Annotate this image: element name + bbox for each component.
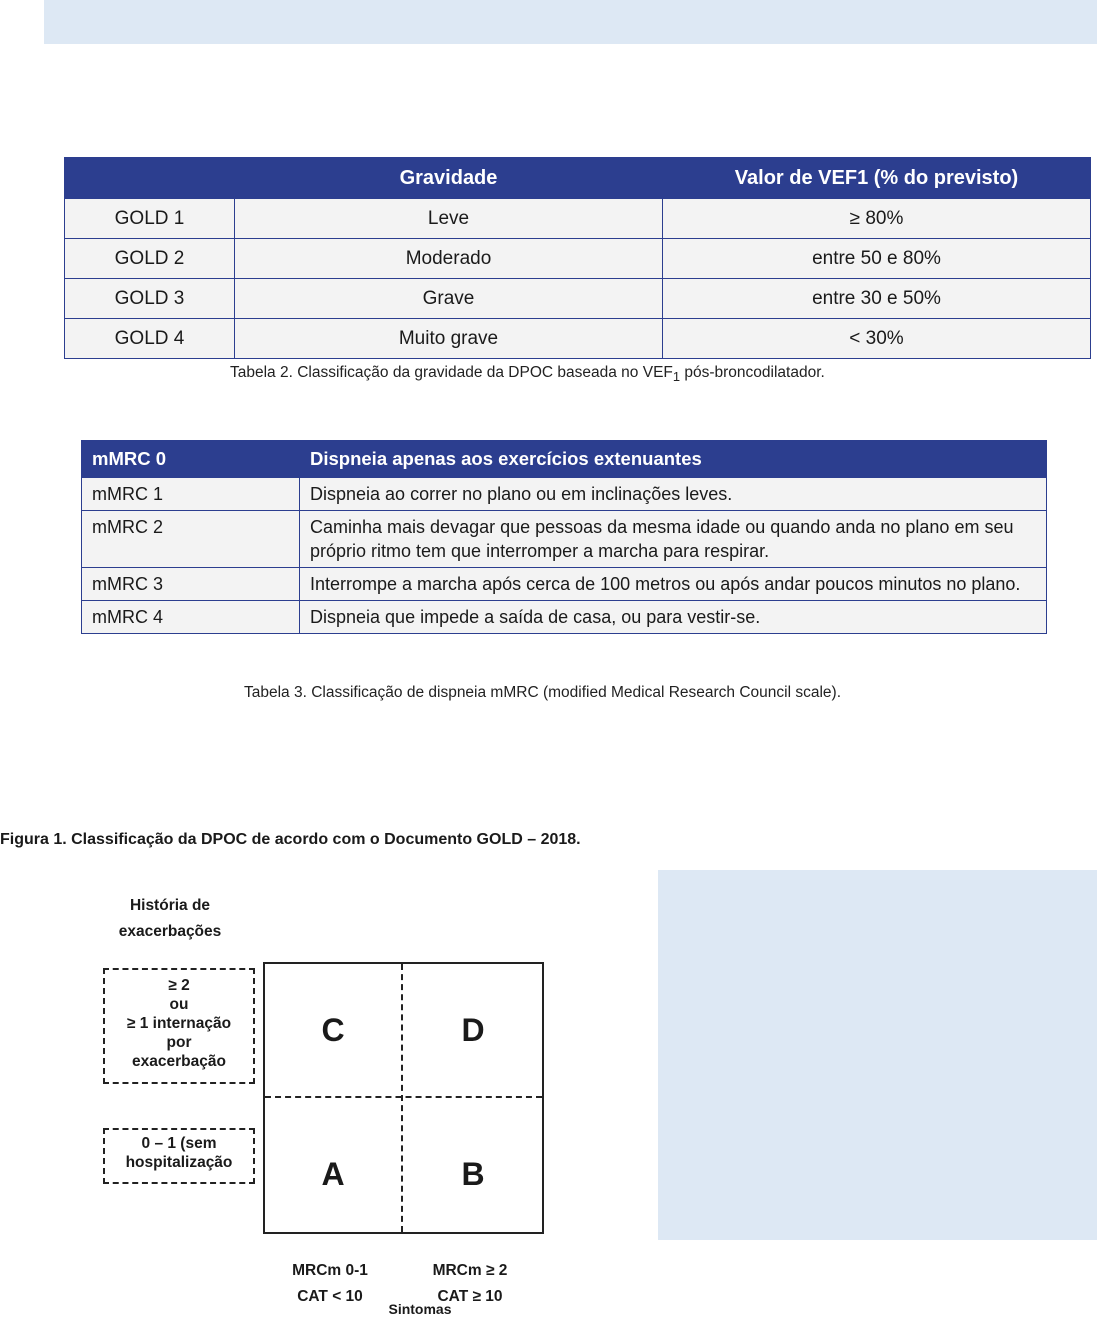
mmrc-dyspnea-table xyxy=(81,440,1047,634)
table-cell: Moderado xyxy=(235,239,663,279)
table-cell: Leve xyxy=(235,199,663,239)
label-line: 0 – 1 (sem xyxy=(141,1135,217,1152)
table-row xyxy=(65,199,1091,239)
quadrant-d: D xyxy=(461,1012,485,1048)
table-cell: Grave xyxy=(235,279,663,319)
table-row xyxy=(65,239,1091,279)
horizontal-divider xyxy=(265,1096,542,1098)
figure-title: Figura 1. Classificação da DPOC de acordo com o Documento GOLD – 2018. xyxy=(0,831,581,848)
label-line: hospitalização xyxy=(125,1154,233,1171)
table-cell: Dispneia ao correr no plano ou em inclinações leves. xyxy=(300,478,1047,511)
side-panel xyxy=(658,870,1097,1240)
label-line: por xyxy=(166,1034,192,1051)
label-line: ou xyxy=(169,996,189,1013)
table-row xyxy=(82,568,1047,601)
table-cell: GOLD 1 xyxy=(65,199,235,239)
table-cell: GOLD 3 xyxy=(65,279,235,319)
label-line: ≥ 1 internação xyxy=(126,1015,232,1032)
table-cell: GOLD 2 xyxy=(65,239,235,279)
table-header-row xyxy=(65,158,1091,199)
table-header-row xyxy=(82,441,1047,478)
table-row xyxy=(82,511,1047,568)
table-cell: GOLD 4 xyxy=(65,319,235,359)
table-header-cell: Dispneia apenas aos exercícios extenuantes xyxy=(300,441,1047,478)
low-exacerbation-label xyxy=(103,1134,255,1172)
table-cell: Caminha mais devagar que pessoas da mesma idade ou quando anda no plano em seu próprio ritmo tem que interromper a marcha para respirar. xyxy=(300,511,1047,568)
label-line: CAT ≥ 10 xyxy=(437,1288,503,1305)
table-cell: Muito grave xyxy=(235,319,663,359)
table-row xyxy=(65,319,1091,359)
table-header-cell xyxy=(65,158,235,199)
table-row xyxy=(82,601,1047,634)
table3-caption: Tabela 3. Classificação de dispneia mMRC (modified Medical Research Council scale). xyxy=(244,684,842,701)
label-line: exacerbação xyxy=(132,1053,226,1070)
gold-abcd-grid xyxy=(263,962,544,1234)
table-cell: mMRC 4 xyxy=(82,601,300,634)
table-cell: Interrompe a marcha após cerca de 100 metros ou após andar poucos minutos no plano. xyxy=(300,568,1047,601)
caption-subscript: 1 xyxy=(672,369,681,385)
table-cell: mMRC 2 xyxy=(82,511,300,568)
quadrant-b: B xyxy=(461,1156,485,1192)
caption-text: Tabela 2. Classificação da gravidade da DPOC baseada no VEF xyxy=(230,364,673,381)
table-header-cell: mMRC 0 xyxy=(82,441,300,478)
table-header-cell: Valor de VEF1 (% do previsto) xyxy=(663,158,1091,199)
table2-caption xyxy=(230,364,825,384)
table-row xyxy=(82,478,1047,511)
quadrant-c: C xyxy=(321,1012,345,1048)
table-cell: entre 30 e 50% xyxy=(663,279,1091,319)
history-label-line: História de xyxy=(129,897,211,914)
high-exacerbation-label xyxy=(103,976,255,1071)
label-line: MRCm 0-1 xyxy=(292,1262,368,1279)
table-cell: < 30% xyxy=(663,319,1091,359)
table-cell: mMRC 1 xyxy=(82,478,300,511)
table-cell: Dispneia que impede a saída de casa, ou para vestir-se. xyxy=(300,601,1047,634)
table-header-cell: Gravidade xyxy=(235,158,663,199)
table-cell: ≥ 80% xyxy=(663,199,1091,239)
table-cell: mMRC 3 xyxy=(82,568,300,601)
top-band xyxy=(44,0,1097,44)
label-line: ≥ 2 xyxy=(168,977,190,994)
gold-severity-table xyxy=(64,157,1091,359)
quadrant-a: A xyxy=(321,1156,345,1192)
symptoms-axis-label: Sintomas xyxy=(388,1301,452,1317)
history-label xyxy=(110,893,230,945)
table-cell: entre 50 e 80% xyxy=(663,239,1091,279)
history-label-line: exacerbações xyxy=(118,923,222,940)
table-row xyxy=(65,279,1091,319)
label-line: CAT < 10 xyxy=(297,1288,363,1305)
caption-text: pós-broncodilatador. xyxy=(680,364,825,381)
label-line: MRCm ≥ 2 xyxy=(432,1262,508,1279)
vertical-divider xyxy=(401,964,403,1232)
